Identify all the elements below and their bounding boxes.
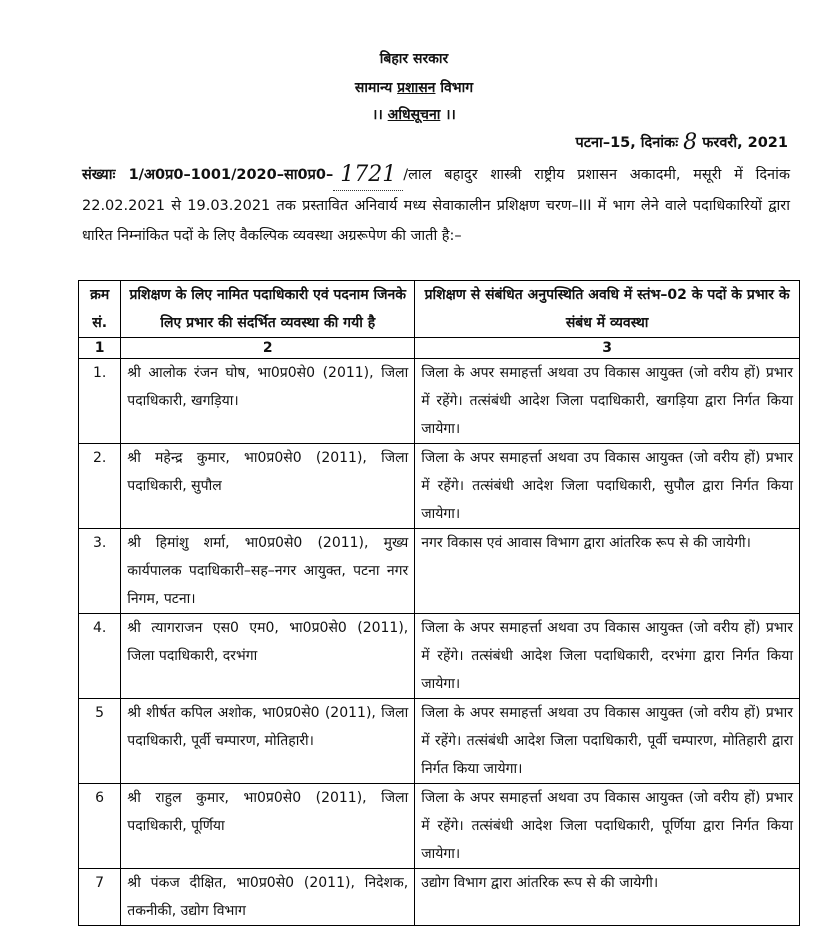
header-officer: प्रशिक्षण के लिए नामित पदाधिकारी एवं पदनाम जिनके लिए प्रभार की संदर्भित व्यवस्था की गयी है: [121, 281, 415, 338]
row-arrangement: उद्योग विभाग द्वारा आंतरिक रूप से की जायेगी।: [415, 869, 800, 926]
column-number: 3: [415, 338, 800, 359]
table-row: [79, 444, 800, 529]
table-row: [79, 784, 800, 869]
table-row: [79, 529, 800, 614]
column-number: 2: [121, 338, 415, 359]
row-officer: श्री हिमांशु शर्मा, भा0प्र0से0 (2011), मुख्य कार्यपालक पदाधिकारी–सह–नगर आयुक्त, पटना नगर निगम, पटना।: [121, 529, 415, 614]
row-officer: श्री शीर्षत कपिल अशोक, भा0प्र0से0 (2011), जिला पदाधिकारी, पूर्वी चम्पारण, मोतिहारी।: [121, 699, 415, 784]
reference-prefix: संख्याः 1/अ0प्र0–1001/2020–सा0प्र0–: [82, 167, 334, 183]
row-arrangement: जिला के अपर समाहर्त्ता अथवा उप विकास आयुक्त (जो वरीय हों) प्रभार में रहेंगे। तत्संबंधी आदेश जिला पदाधिकारी, दरभंगा द्वारा निर्गत किया जायेगा।: [415, 614, 800, 699]
row-serial: 4.: [79, 614, 121, 699]
table-row: [79, 614, 800, 699]
notification-heading: ।। अधिसूचना ।।: [372, 107, 456, 123]
department-title: सामान्य प्रशासन विभाग: [354, 80, 474, 96]
row-arrangement: जिला के अपर समाहर्त्ता अथवा उप विकास आयुक्त (जो वरीय हों) प्रभार में रहेंगे। तत्संबंधी आदेश जिला पदाधिकारी, पूर्णिया द्वारा निर्गत किया जायेगा।: [415, 784, 800, 869]
row-officer: श्री राहुल कुमार, भा0प्र0से0 (2011), जिला पदाधिकारी, पूर्णिया: [121, 784, 415, 869]
row-arrangement: नगर विकास एवं आवास विभाग द्वारा आंतरिक रूप से की जायेगी।: [415, 529, 800, 614]
row-serial: 5: [79, 699, 121, 784]
row-officer: श्री आलोक रंजन घोष, भा0प्र0से0 (2011), जिला पदाधिकारी, खगड़िया।: [121, 359, 415, 444]
row-officer: श्री त्यागराजन एस0 एम0, भा0प्र0से0 (2011), जिला पदाधिकारी, दरभंगा: [121, 614, 415, 699]
government-title: बिहार सरकार: [379, 51, 449, 67]
intro-paragraph: [82, 160, 790, 251]
table-row: [79, 359, 800, 444]
intro-text: /लाल बहादुर शास्त्री राष्ट्रीय प्रशासन अकादमी, मसूरी में दिनांक 22.02.2021 से 19.03.2021 तक प्रस्तावित अनिवार्य मध्य सेवाकालीन प्रशिक्षण चरण–III में भाग लेने वाले पदाधिकारियों द्वारा धारित निम्नांकित पदों के लिए वैकल्पिक व्यवस्था अग्ररूपेण की जाती है:–: [82, 167, 790, 244]
table-header-row: [79, 281, 800, 338]
row-arrangement: जिला के अपर समाहर्त्ता अथवा उप विकास आयुक्त (जो वरीय हों) प्रभार में रहेंगे। तत्संबंधी आदेश जिला पदाधिकारी, सुपौल द्वारा निर्गत किया जायेगा।: [415, 444, 800, 529]
table-row: [79, 869, 800, 926]
row-arrangement: जिला के अपर समाहर्त्ता अथवा उप विकास आयुक्त (जो वरीय हों) प्रभार में रहेंगे। तत्संबंधी आदेश जिला पदाधिकारी, पूर्वी चम्पारण, मोतिहारी द्वारा निर्गत किया जायेगा।: [415, 699, 800, 784]
row-serial: 7: [79, 869, 121, 926]
row-serial: 3.: [79, 529, 121, 614]
row-serial: 2.: [79, 444, 121, 529]
row-officer: श्री महेन्द्र कुमार, भा0प्र0से0 (2011), जिला पदाधिकारी, सुपौल: [121, 444, 415, 529]
date-line: पटना–15, दिनांकः 8 फरवरी, 2021: [575, 130, 788, 155]
header-arrangement: प्रशिक्षण से संबंधित अनुपस्थिति अवधि में स्तंभ–02 के पदों के प्रभार के संबंध में व्यवस्था: [415, 281, 800, 338]
column-number: 1: [79, 338, 121, 359]
table-row: [79, 699, 800, 784]
column-number-row: [79, 338, 800, 359]
row-serial: 6: [79, 784, 121, 869]
handwritten-day: 8: [683, 130, 698, 155]
row-serial: 1.: [79, 359, 121, 444]
arrangement-table: [78, 280, 800, 926]
reference-number: 1721: [333, 160, 403, 191]
row-arrangement: जिला के अपर समाहर्त्ता अथवा उप विकास आयुक्त (जो वरीय हों) प्रभार में रहेंगे। तत्संबंधी आदेश जिला पदाधिकारी, खगड़िया द्वारा निर्गत किया जायेगा।: [415, 359, 800, 444]
row-officer: श्री पंकज दीक्षित, भा0प्र0से0 (2011), निदेशक, तकनीकी, उद्योग विभाग: [121, 869, 415, 926]
header-serial: क्रम सं.: [79, 281, 121, 338]
